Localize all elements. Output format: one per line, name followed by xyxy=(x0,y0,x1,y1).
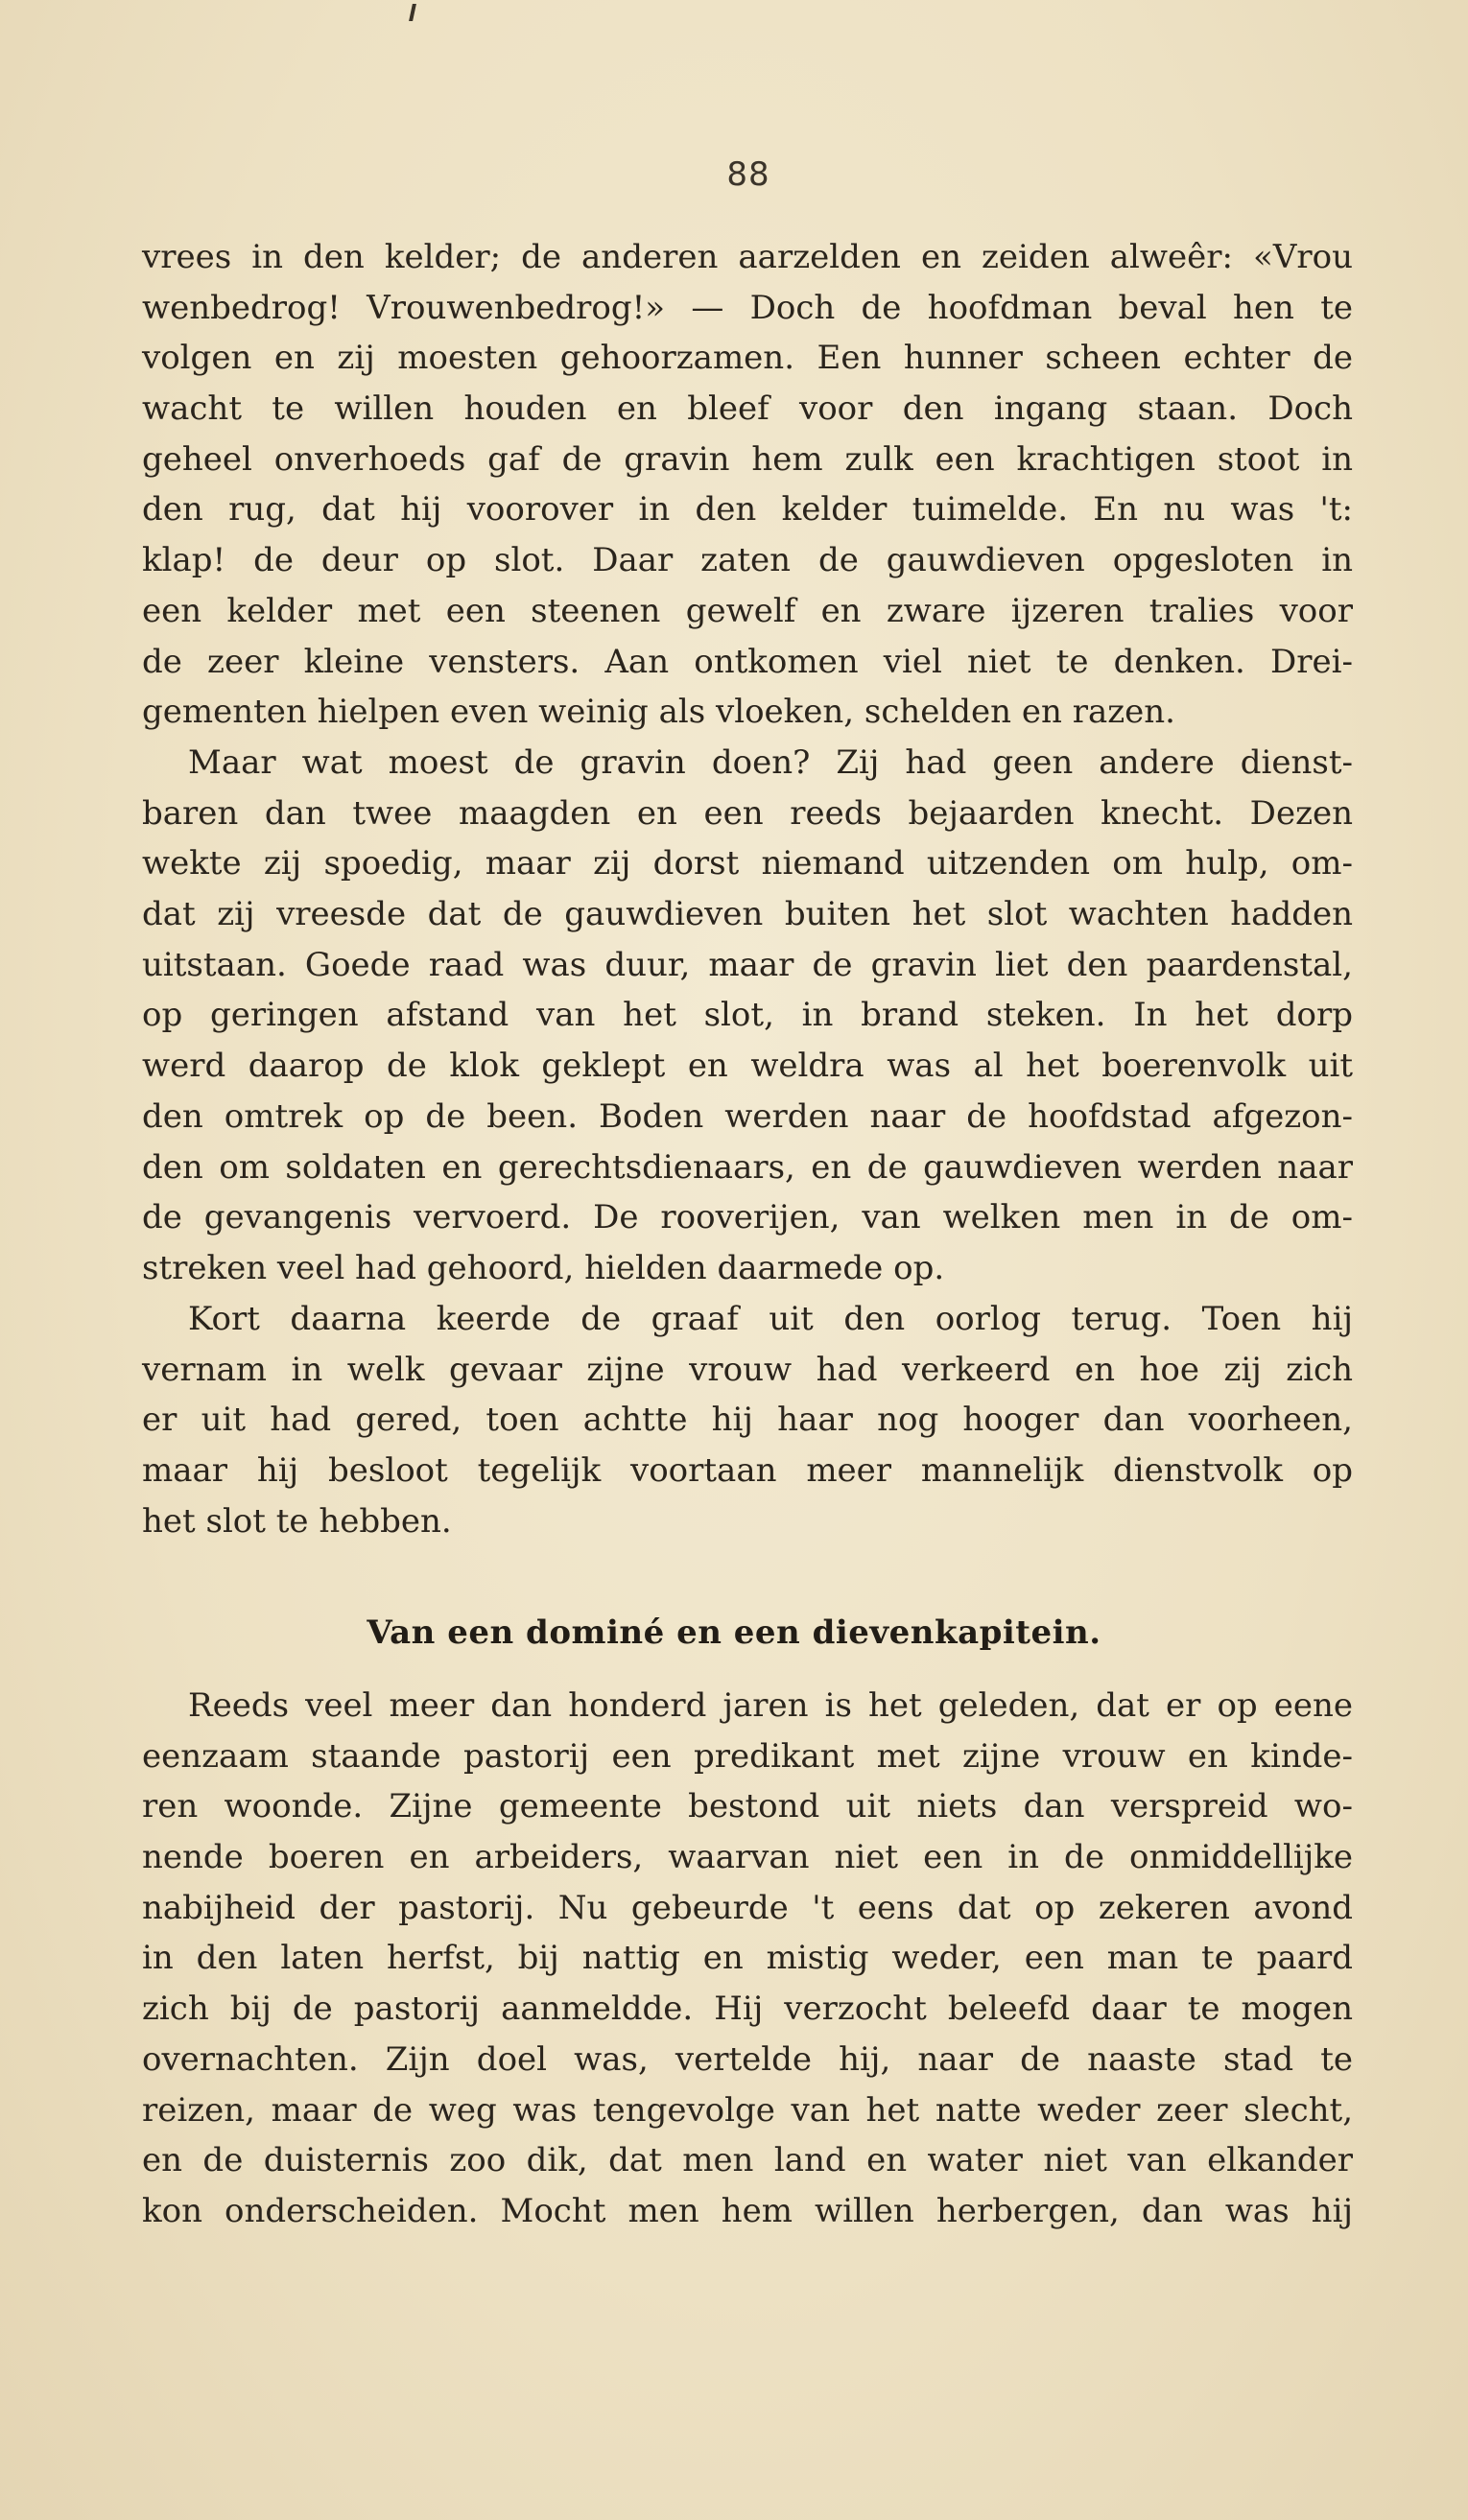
text-line: wekte zij spoedig, maar zij dorst niemand uitzenden om hulp, om- xyxy=(142,844,1353,883)
text-line: op geringen afstand van het slot, in brand steken. In het dorp xyxy=(142,996,1353,1035)
text-line: maar hij besloot tegelijk voortaan meer mannelijk dienstvolk op xyxy=(142,1451,1353,1491)
text-line: baren dan twee maagden en een reeds bejaarden knecht. Dezen xyxy=(142,793,1353,833)
section-title: Van een dominé en een dievenkapitein. xyxy=(367,1613,1101,1652)
paragraph-2 xyxy=(142,738,1353,1294)
text-line: geheel onverhoeds gaf de gravin hem zulk een krachtigen stoot in xyxy=(142,439,1353,479)
text-line: Kort daarna keerde de graaf uit den oorlog terug. Toen hij xyxy=(188,1300,1353,1338)
text-line: volgen en zij moesten gehoorzamen. Een hunner scheen echter de xyxy=(142,339,1353,378)
text-line: uitstaan. Goede raad was duur, maar de gravin liet den paardenstal, xyxy=(142,945,1353,984)
text-line: den rug, dat hij voorover in den kelder tuimelde. En nu was 't: xyxy=(142,490,1353,530)
text-line: reizen, maar de weg was tengevolge van het natte weder zeer slecht, xyxy=(142,2090,1353,2130)
text-line: vernam in welk gevaar zijne vrouw had verkeerd en hoe zij zich xyxy=(142,1350,1353,1389)
text-line: werd daarop de klok geklept en weldra was al het boerenvolk uit xyxy=(142,1047,1353,1086)
text-line: overnachten. Zijn doel was, vertelde hij, naar de naaste stad te xyxy=(142,2039,1353,2079)
text-line: gementen hielpen even weinig als vloeken, schelden en razen. xyxy=(142,693,1175,732)
text-line: vrees in den kelder; de anderen aarzelden en zeiden alweêr: «Vrou xyxy=(142,238,1353,276)
paragraph-3 xyxy=(142,1294,1353,1546)
text-line: de zeer kleine vensters. Aan ontkomen viel niet te denken. Drei- xyxy=(142,642,1353,681)
text-line: Maar wat moest de gravin doen? Zij had geen andere dienst- xyxy=(188,743,1353,782)
text-line: een kelder met een steenen gewelf en zware ijzeren tralies voor xyxy=(142,591,1353,630)
text-line: en de duisternis zoo dik, dat men land en water niet van elkander xyxy=(142,2141,1353,2180)
text-line: streken veel had gehoord, hielden daarmede op. xyxy=(142,1248,945,1287)
text-line: Reeds veel meer dan honderd jaren is het geleden, dat er op eene xyxy=(188,1686,1353,1725)
text-line: nende boeren en arbeiders, waarvan niet een in de onmiddellijke xyxy=(142,1838,1353,1877)
paragraph-4 xyxy=(142,1681,1353,2237)
text-line: kon onderscheiden. Mocht men hem willen herbergen, dan was hij xyxy=(142,2191,1353,2230)
text-line: den omtrek op de been. Boden werden naar de hoofdstad afgezon- xyxy=(142,1096,1353,1136)
text-line: er uit had gered, toen achtte hij haar nog hooger dan voorheen, xyxy=(142,1401,1353,1440)
text-line: dat zij vreesde dat de gauwdieven buiten het slot wachten hadden xyxy=(142,895,1353,934)
text-line: ren woonde. Zijne gemeente bestond uit niets dan verspreid wo- xyxy=(142,1787,1353,1826)
text-line: wacht te willen houden en bleef voor den ingang staan. Doch xyxy=(142,389,1353,429)
paragraph-continued xyxy=(142,232,1353,738)
text-line: de gevangenis vervoerd. De rooverijen, van welken men in de om- xyxy=(142,1198,1353,1237)
text-line: het slot te hebben. xyxy=(142,1501,452,1541)
ink-mark xyxy=(409,4,416,21)
text-line: den om soldaten en gerechtsdienaars, en de gauwdieven werden naar xyxy=(142,1147,1353,1187)
text-line: wenbedrog! Vrouwenbedrog!» — Doch de hoofdman beval hen te xyxy=(142,288,1353,327)
text-line: zich bij de pastorij aanmeldde. Hij verzocht beleefd daar te mogen xyxy=(142,1990,1353,2029)
text-line: nabijheid der pastorij. Nu gebeurde 't eens dat op zekeren avond xyxy=(142,1888,1353,1927)
text-line: in den laten herfst, bij nattig en mistig weder, een man te paard xyxy=(142,1939,1353,1978)
text-line: klap! de deur op slot. Daar zaten de gauwdieven opgesloten in xyxy=(142,541,1353,580)
text-line: eenzaam staande pastorij een predikant met zijne vrouw en kinde- xyxy=(142,1736,1353,1776)
page-number: 88 xyxy=(726,155,770,194)
